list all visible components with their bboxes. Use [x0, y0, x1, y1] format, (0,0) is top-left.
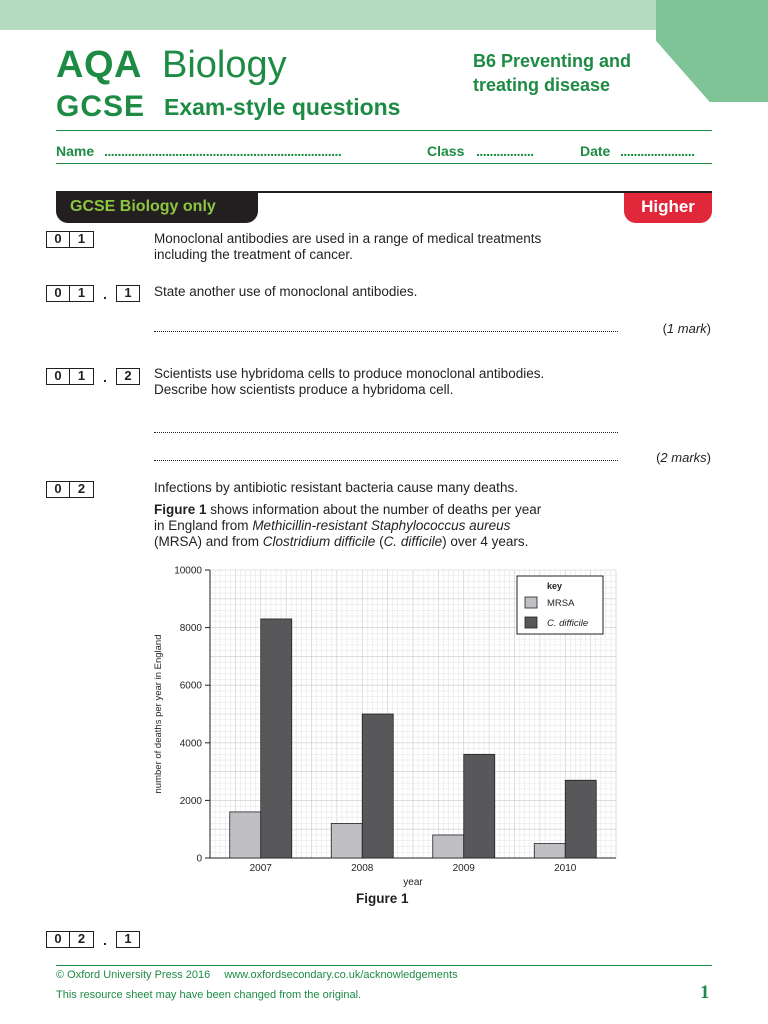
marks-bracket: ) [706, 450, 711, 465]
y-tick-label: 6000 [179, 680, 202, 692]
qnum-digit: 2 [116, 368, 140, 385]
figure-text: (MRSA) and from [154, 534, 263, 549]
marks-bracket: ) [706, 321, 711, 336]
figure-text-italic: C. difficile [383, 534, 443, 549]
brand-aqa: AQA [56, 44, 142, 86]
footer-copyright [56, 969, 458, 981]
question-text-line: Describe how scientists produce a hybridoma cell. [154, 382, 454, 397]
legend-label: MRSA [547, 598, 575, 609]
answer-line[interactable] [154, 431, 618, 433]
brand-subtitle: Exam-style questions [164, 94, 401, 120]
acknowledgements-link[interactable]: www.oxfordsecondary.co.uk/acknowledgements [224, 969, 458, 981]
x-tick-label: 2010 [554, 863, 577, 874]
figure-description-line [154, 534, 574, 550]
qnum-digit: 0 [46, 931, 70, 948]
top-band [0, 0, 768, 30]
qnum-digit: 0 [46, 481, 70, 498]
figure-text: in England from [154, 518, 253, 533]
chapter-title-line1: B6 Preventing and [473, 51, 632, 71]
brand-level: GCSE [56, 90, 146, 123]
question-number-02 [46, 481, 94, 498]
bar-c-difficile-2008 [362, 714, 393, 858]
question-number-01-1 [46, 285, 140, 302]
name-label: Name [56, 143, 95, 159]
tier-tag: Higher [624, 193, 712, 223]
chapter-title [473, 49, 673, 97]
x-axis-label: year [403, 877, 423, 888]
figure-ref: Figure 1 [154, 502, 207, 517]
legend-swatch [525, 597, 537, 608]
question-text-line: Scientists use hybridoma cells to produce monoclonal antibodies. [154, 366, 545, 381]
name-field[interactable]: ...................................................................... [104, 143, 342, 159]
bar-c-difficile-2009 [464, 754, 495, 858]
x-tick-label: 2007 [249, 863, 272, 874]
x-tick-label: 2009 [452, 863, 475, 874]
qnum-digit: 1 [116, 931, 140, 948]
qnum-separator: . [103, 931, 107, 948]
bar-mrsa-2010 [534, 844, 565, 858]
y-tick-label: 4000 [179, 738, 202, 750]
marks-bracket: ( [656, 450, 661, 465]
marks-value: 2 marks [660, 450, 707, 465]
qnum-digit: 2 [70, 931, 94, 948]
question-01-1-text: State another use of monoclonal antibodies. [154, 284, 418, 299]
info-rule [56, 163, 712, 164]
page-number: 1 [700, 982, 710, 1003]
figure-caption: Figure 1 [356, 891, 409, 906]
copyright-text: © Oxford University Press 2016 [56, 969, 211, 981]
footer-rule [56, 965, 712, 966]
figure-description [154, 502, 574, 550]
qnum-separator: . [103, 285, 107, 302]
bar-c-difficile-2007 [261, 619, 292, 858]
figure-text: ( [375, 534, 384, 549]
header-rule [56, 130, 712, 131]
figure-text-italic: Clostridium difficile [262, 534, 376, 549]
qnum-digit: 2 [70, 481, 94, 498]
legend-swatch [525, 617, 537, 628]
question-01-text [154, 231, 541, 263]
y-tick-label: 10000 [174, 565, 202, 577]
class-field[interactable]: ................. [476, 143, 534, 159]
x-tick-label: 2008 [351, 863, 374, 874]
y-tick-label: 0 [196, 853, 202, 865]
answer-line[interactable] [154, 330, 618, 332]
bar-mrsa-2007 [230, 812, 261, 858]
class-label: Class [427, 143, 465, 159]
legend-label: C. difficile [547, 618, 589, 629]
figure-text: shows information about the number of deaths per year [206, 502, 542, 517]
question-number-01 [46, 231, 94, 248]
brand-subject: Biology [162, 44, 287, 86]
qnum-digit: 0 [46, 368, 70, 385]
bar-mrsa-2009 [433, 835, 464, 858]
question-number-02-1 [46, 931, 140, 948]
question-text-line: including the treatment of cancer. [154, 247, 353, 262]
qnum-digit: 1 [70, 231, 94, 248]
legend-title: key [547, 581, 563, 591]
y-axis-label: number of deaths per year in England [153, 634, 164, 794]
footer-notice: This resource sheet may have been changed from the original. [56, 989, 362, 1001]
y-tick-label: 2000 [179, 795, 202, 807]
qnum-digit: 1 [116, 285, 140, 302]
qnum-digit: 0 [46, 231, 70, 248]
figure-description-line [154, 518, 574, 534]
answer-line[interactable] [154, 459, 618, 461]
y-tick-label: 8000 [179, 623, 202, 635]
date-label: Date [580, 143, 611, 159]
bar-chart [146, 560, 626, 890]
bar-c-difficile-2010 [565, 780, 596, 858]
question-text-line: Monoclonal antibodies are used in a range of medical treatments [154, 231, 542, 246]
qnum-digit: 1 [70, 285, 94, 302]
qnum-separator: . [103, 368, 107, 385]
qnum-digit: 1 [70, 368, 94, 385]
question-01-2-text [154, 366, 544, 398]
question-02-text: Infections by antibiotic resistant bacteria cause many deaths. [154, 480, 518, 495]
question-number-01-2 [46, 368, 140, 385]
figure-description-line [154, 502, 574, 518]
chapter-title-line2: treating disease [473, 75, 611, 95]
marks-bracket: ( [662, 321, 667, 336]
course-tag: GCSE Biology only [56, 193, 258, 223]
marks-01-2 [656, 450, 711, 465]
qnum-digit: 0 [46, 285, 70, 302]
marks-01-1 [663, 321, 711, 336]
date-field[interactable]: ...................... [620, 143, 695, 159]
bar-mrsa-2008 [331, 823, 362, 858]
marks-value: 1 mark [666, 321, 707, 336]
figure-text: ) over 4 years. [442, 534, 529, 549]
figure-text-italic: Methicillin-resistant Staphylococcus aureus [252, 518, 511, 533]
